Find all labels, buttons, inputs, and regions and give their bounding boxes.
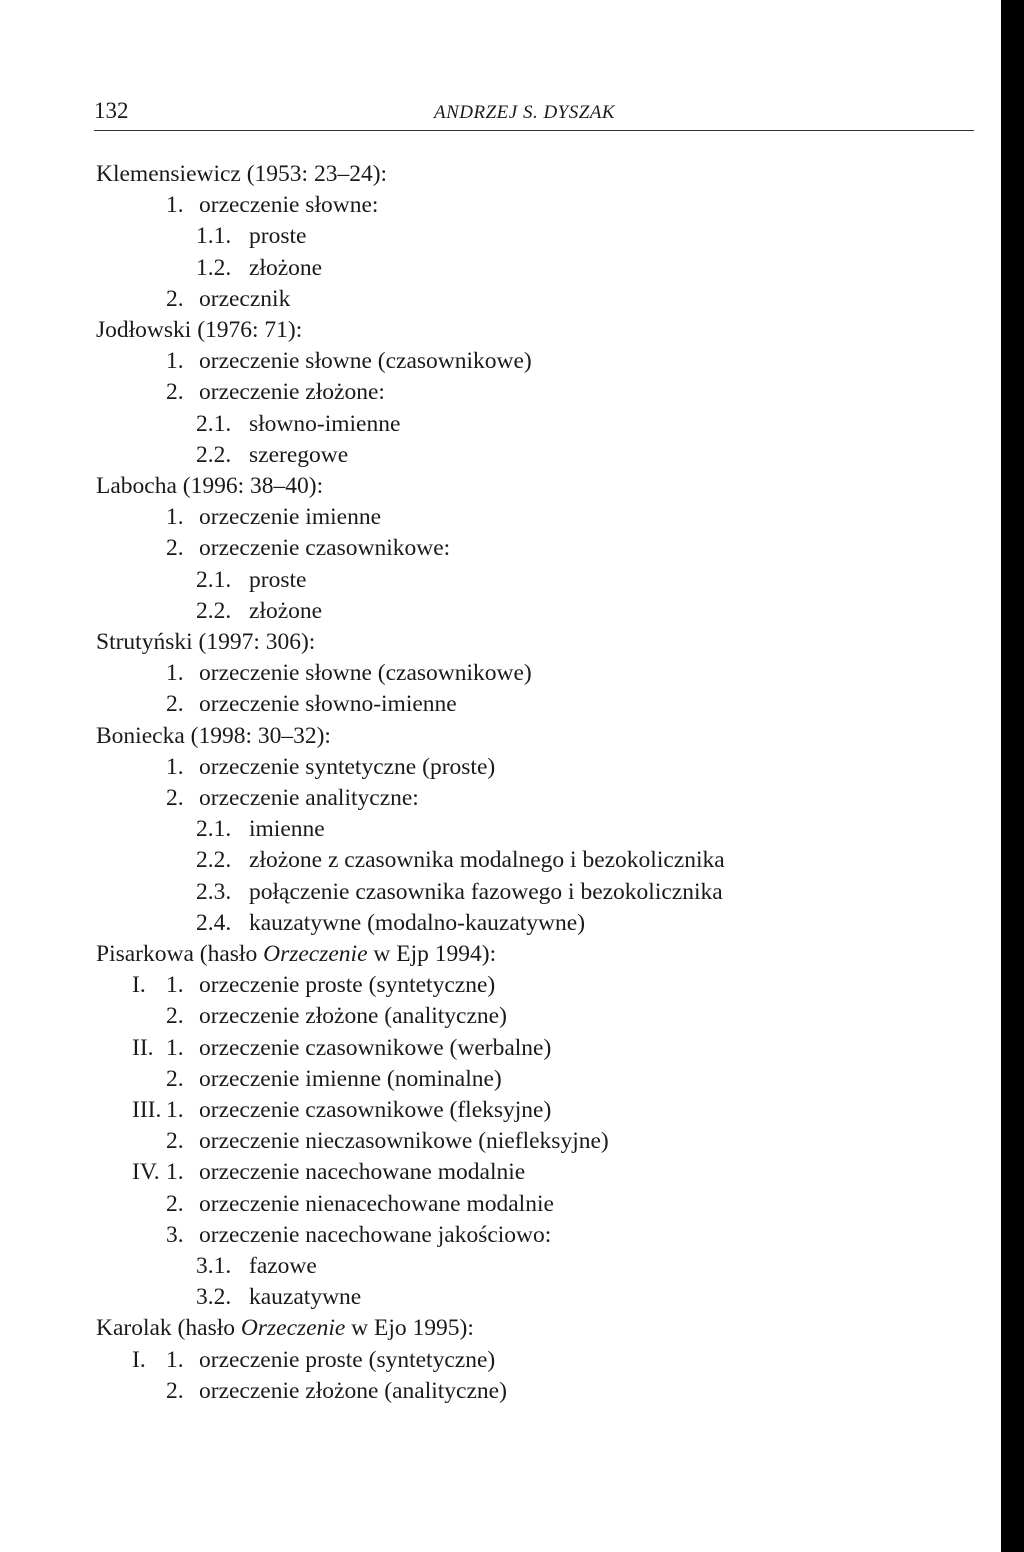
page-number: 132 — [94, 98, 129, 123]
subitem-text: słowno-imienne — [249, 410, 401, 437]
item-number: 3. — [166, 1221, 184, 1248]
subitem-number: 3.1. — [196, 1253, 232, 1279]
item-text: orzeczenie złożone (analityczne) — [199, 1003, 507, 1030]
item-number: 1. — [166, 1346, 184, 1373]
subitem-number: 2.2. — [196, 847, 232, 874]
item-text: orzeczenie złożone: — [199, 379, 385, 406]
subitem-text: połączenie czasownika fazowego i bezokolicznika — [249, 878, 723, 905]
item-number: 1. — [166, 972, 184, 999]
item-text: orzecznik — [199, 285, 291, 312]
item-text: orzeczenie nacechowane jakościowo: — [199, 1221, 552, 1248]
heading-text: Jodłowski (1976: 71): — [96, 317, 303, 343]
item-text: orzeczenie imienne (nominalne) — [199, 1065, 502, 1092]
heading-text-before: Karolak (hasło — [96, 1315, 241, 1342]
subitem-number: 2.4. — [196, 909, 232, 936]
item-number: 1. — [166, 504, 184, 531]
item-text: orzeczenie czasownikowe (fleksyjne) — [199, 1097, 552, 1123]
header-rule — [94, 130, 974, 131]
item-number: 2. — [166, 379, 184, 406]
heading-text — [96, 940, 496, 968]
item-text: orzeczenie słowne: — [199, 192, 379, 219]
subitem-number: 1.2. — [196, 254, 232, 281]
heading-italic-term: Orzeczenie — [263, 941, 368, 967]
item-text: orzeczenie syntetyczne (proste) — [199, 753, 496, 780]
subitem-text: złożone z czasownika modalnego i bezokolicznika — [249, 847, 725, 874]
roman-numeral: I. — [132, 1346, 146, 1373]
item-number: 2. — [166, 785, 184, 811]
subitem-number: 2.1. — [196, 566, 232, 593]
item-number: 2. — [166, 1065, 184, 1092]
heading-italic-term: Orzeczenie — [240, 1315, 346, 1342]
item-number: 2. — [166, 1003, 184, 1030]
heading-text: Klemensiewicz (1953: 23–24): — [96, 161, 388, 187]
item-text: orzeczenie czasownikowe (werbalne) — [199, 1034, 552, 1061]
subitem-number: 2.3. — [196, 878, 232, 905]
item-number: 2. — [166, 285, 184, 312]
item-number: 1. — [166, 660, 184, 687]
subitem-number: 3.2. — [196, 1284, 232, 1311]
running-head: ANDRZEJ S. DYSZAK — [434, 102, 616, 123]
subitem-number: 1.1. — [196, 223, 232, 250]
roman-numeral: IV. — [132, 1159, 160, 1186]
roman-numeral: I. — [132, 972, 146, 999]
item-text: orzeczenie czasownikowe: — [199, 535, 451, 562]
item-text: orzeczenie nienacechowane modalnie — [199, 1190, 554, 1217]
heading-text — [96, 1314, 474, 1342]
item-number: 1. — [166, 348, 184, 375]
subitem-number: 2.1. — [196, 816, 232, 843]
heading-text: Strutyński (1997: 306): — [96, 629, 316, 655]
item-number: 2. — [166, 1190, 184, 1217]
subitem-number: 2.2. — [196, 597, 232, 624]
item-number: 2. — [166, 1377, 184, 1404]
item-number: 1. — [166, 1097, 184, 1123]
page-header — [94, 98, 974, 138]
heading-text-before: Pisarkowa (hasło — [96, 941, 264, 967]
heading-text: Boniecka (1998: 30–32): — [96, 722, 331, 749]
item-number: 1. — [166, 192, 184, 219]
subitem-text: szeregowe — [249, 441, 349, 468]
item-number: 2. — [166, 535, 184, 562]
subitem-text: złożone — [249, 597, 323, 624]
heading-text-after: w Ejo 1995): — [345, 1315, 474, 1342]
subitem-text: kauzatywne (modalno-kauzatywne) — [249, 909, 586, 936]
item-number: 2. — [166, 1128, 184, 1155]
item-text: orzeczenie złożone (analityczne) — [199, 1377, 507, 1404]
roman-numeral: III. — [132, 1097, 162, 1123]
item-number: 1. — [166, 1159, 184, 1186]
subitem-text: proste — [249, 223, 307, 250]
item-number: 1. — [166, 1034, 184, 1061]
item-text: orzeczenie słowno-imienne — [199, 691, 457, 718]
item-number: 1. — [166, 753, 184, 780]
item-text: orzeczenie proste (syntetyczne) — [199, 972, 496, 999]
subitem-number: 2.1. — [196, 410, 232, 437]
item-text: orzeczenie nacechowane modalnie — [199, 1159, 526, 1186]
subitem-text: złożone — [249, 254, 323, 281]
item-text: orzeczenie słowne (czasownikowe) — [199, 348, 532, 375]
item-text: orzeczenie proste (syntetyczne) — [199, 1346, 496, 1373]
item-text: orzeczenie imienne — [199, 504, 382, 531]
subitem-text: imienne — [249, 816, 325, 843]
item-text: orzeczenie słowne (czasownikowe) — [199, 660, 532, 687]
subitem-text: proste — [249, 566, 307, 593]
subitem-text: kauzatywne — [249, 1284, 362, 1311]
item-text: orzeczenie nieczasownikowe (niefleksyjne) — [199, 1128, 609, 1155]
subitem-number: 2.2. — [196, 441, 232, 468]
item-text: orzeczenie analityczne: — [199, 785, 419, 811]
heading-text-after: w Ejp 1994): — [367, 941, 497, 967]
roman-numeral: II. — [132, 1034, 154, 1061]
item-number: 2. — [166, 691, 184, 718]
heading-text: Labocha (1996: 38–40): — [96, 473, 324, 499]
subitem-text: fazowe — [249, 1253, 317, 1279]
